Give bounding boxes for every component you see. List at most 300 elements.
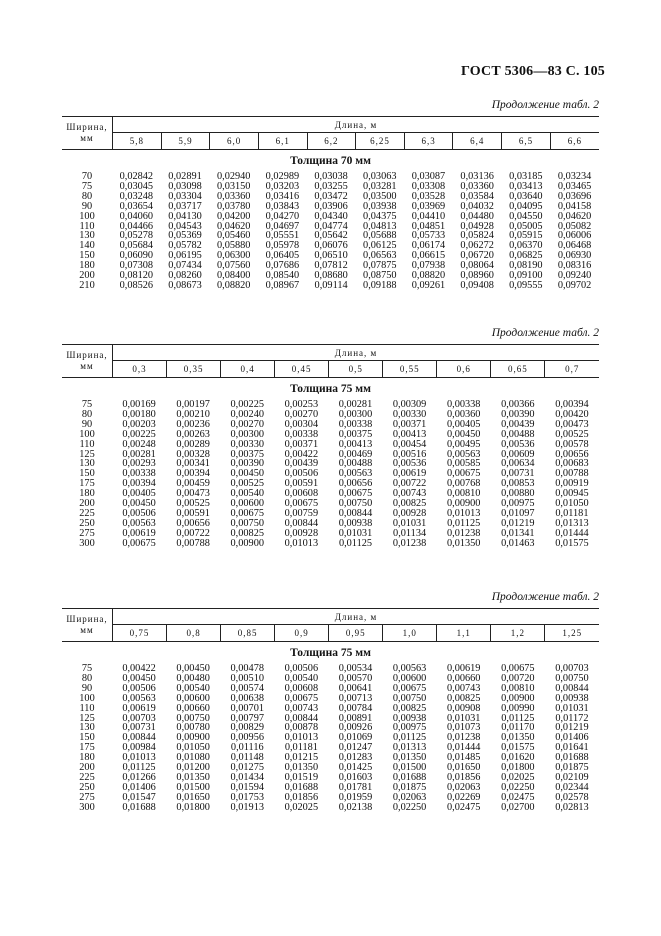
- volume-cell: 0,01148: [230, 752, 264, 764]
- volume-cell: 0,00945: [555, 488, 589, 500]
- length-value: 6,4: [453, 133, 502, 150]
- volume-cell: 0,00844: [555, 682, 589, 694]
- volume-cell: 0,00619: [392, 468, 427, 480]
- volume-cell: 0,02842: [119, 171, 154, 182]
- volume-cell: 0,00619: [446, 663, 481, 674]
- volume-cell: 0,00281: [122, 448, 156, 460]
- volume-cell: 0,00703: [555, 663, 589, 674]
- width-cell: 125: [79, 712, 95, 724]
- volume-cell: 0,01013: [284, 732, 319, 744]
- volume-cell: 0,03203: [265, 180, 300, 192]
- volume-cell: 0,00825: [230, 527, 264, 539]
- width-cell: 300: [79, 801, 95, 813]
- volume-cell: 0,00825: [392, 498, 427, 510]
- volume-cell: 0,00844: [284, 712, 319, 724]
- volume-cell: 0,01875: [392, 781, 427, 793]
- volume-cell: 0,03500: [363, 190, 397, 202]
- volume-cell: 0,01050: [555, 498, 589, 510]
- width-header: Ширина, мм: [62, 117, 113, 150]
- volume-cell: 0,06405: [265, 250, 300, 262]
- volume-cell: 0,04200: [216, 210, 251, 222]
- volume-cell: 0,00938: [392, 712, 427, 724]
- width-cell: 150: [79, 468, 95, 480]
- length-value: 6,25: [356, 133, 405, 150]
- table-row: [62, 803, 599, 813]
- volume-cell: 0,00788: [555, 468, 589, 480]
- header-row: [62, 609, 599, 625]
- volume-cell: 0,00675: [284, 498, 319, 510]
- volume-cell: 0,02475: [501, 791, 535, 803]
- width-cell: 130: [79, 230, 95, 242]
- volume-cell: 0,00975: [392, 722, 427, 734]
- volume-cell: 0,05460: [216, 230, 251, 242]
- volume-cell: 0,01238: [446, 527, 481, 539]
- volume-cell: 0,01069: [338, 732, 373, 744]
- width-cell: 180: [79, 260, 95, 272]
- length-value: 0,4: [221, 361, 275, 378]
- volume-cell: 0,00563: [338, 468, 373, 480]
- volume-cell: 0,00525: [230, 478, 264, 490]
- volume-cell: 0,00469: [338, 448, 373, 460]
- volume-cell: 0,01500: [176, 781, 210, 793]
- volume-cell: 0,00330: [230, 438, 264, 450]
- volume-cell: 0,07812: [314, 260, 348, 272]
- width-header: Ширина, мм: [62, 609, 113, 642]
- volume-cell: 0,00525: [555, 428, 589, 440]
- volume-cell: 0,07938: [411, 260, 446, 272]
- volume-cell: 0,00750: [176, 712, 210, 724]
- volume-cell: 0,00371: [392, 418, 427, 430]
- volume-cell: 0,00459: [176, 478, 210, 490]
- volume-cell: 0,02989: [265, 171, 300, 182]
- volume-cell: 0,00975: [501, 498, 535, 510]
- volume-cell: 0,01856: [284, 791, 319, 803]
- length-value: 1,1: [437, 625, 491, 642]
- volume-cell: 0,00591: [176, 507, 210, 519]
- volume-cell: 0,00450: [230, 468, 264, 480]
- width-cell: 80: [81, 408, 93, 420]
- volume-cell: 0,08967: [265, 279, 300, 291]
- width-cell: 180: [79, 488, 95, 500]
- volume-cell: 0,01463: [501, 537, 535, 549]
- length-value: 0,75: [113, 625, 167, 642]
- header-row: [62, 345, 599, 361]
- volume-cell: 0,01781: [338, 781, 373, 793]
- volume-cell: 0,01116: [230, 742, 264, 754]
- volume-cell: 0,00578: [555, 438, 589, 450]
- volume-cell: 0,06300: [216, 250, 251, 262]
- volume-cell: 0,06930: [557, 250, 592, 262]
- volume-cell: 0,00900: [230, 537, 264, 549]
- volume-cell: 0,09240: [557, 270, 592, 282]
- volume-cell: 0,04032: [460, 200, 494, 212]
- volume-cell: 0,00480: [176, 672, 210, 684]
- volume-cell: 0,00956: [230, 732, 264, 744]
- volume-cell: 0,03038: [314, 171, 348, 182]
- length-value: 0,85: [221, 625, 275, 642]
- volume-cell: 0,01688: [284, 781, 319, 793]
- volume-cell: 0,00900: [501, 692, 535, 704]
- volume-cell: 0,09100: [509, 270, 543, 282]
- volume-cell: 0,01875: [555, 762, 589, 774]
- volume-cell: 0,00450: [122, 672, 156, 684]
- volume-cell: 0,00450: [446, 428, 481, 440]
- length-value: 6,0: [210, 133, 259, 150]
- table-row: [62, 539, 599, 549]
- volume-cell: 0,01575: [555, 537, 589, 549]
- volume-cell: 0,03584: [460, 190, 494, 202]
- volume-cell: 0,01406: [122, 781, 156, 793]
- length-value: 6,5: [502, 133, 551, 150]
- volume-cell: 0,00844: [338, 507, 373, 519]
- volume-cell: 0,08064: [460, 260, 494, 272]
- volume-cell: 0,01641: [555, 742, 589, 754]
- volume-cell: 0,08820: [411, 270, 446, 282]
- length-value: 0,95: [329, 625, 383, 642]
- width-cell: 80: [81, 672, 93, 684]
- volume-cell: 0,01125: [338, 537, 373, 549]
- width-cell: 180: [79, 752, 95, 764]
- volume-cell: 0,09261: [411, 279, 446, 291]
- volume-cell: 0,05782: [168, 240, 202, 252]
- volume-cell: 0,00990: [501, 702, 535, 714]
- volume-cell: 0,00634: [501, 458, 535, 470]
- volume-cell: 0,00563: [122, 692, 156, 704]
- volume-cell: 0,00263: [176, 428, 210, 440]
- volume-cell: 0,00405: [122, 488, 156, 500]
- volume-cell: 0,00495: [446, 438, 481, 450]
- width-cell: 100: [79, 210, 95, 222]
- width-cell: 110: [79, 438, 95, 450]
- length-header: Длина, м: [113, 609, 600, 625]
- volume-cell: 0,02891: [168, 171, 202, 182]
- volume-cell: 0,01406: [555, 732, 589, 744]
- volume-cell: 0,00722: [392, 478, 427, 490]
- volume-cell: 0,00683: [555, 458, 589, 470]
- volume-cell: 0,00510: [230, 672, 264, 684]
- volume-cell: 0,01800: [176, 801, 210, 813]
- length-values-row: [62, 361, 599, 378]
- volume-cell: 0,01688: [392, 771, 427, 783]
- volume-cell: 0,00675: [338, 488, 373, 500]
- volume-cell: 0,00844: [284, 517, 319, 529]
- volume-cell: 0,00600: [176, 692, 210, 704]
- volume-cell: 0,01181: [284, 742, 318, 754]
- header-row: [62, 117, 599, 133]
- volume-cell: 0,01097: [501, 507, 535, 519]
- length-value: 0,45: [275, 361, 329, 378]
- volume-cell: 0,01170: [501, 722, 535, 734]
- width-cell: 100: [79, 428, 95, 440]
- width-cell: 150: [79, 732, 95, 744]
- volume-cell: 0,00540: [176, 682, 210, 694]
- volume-cell: 0,04466: [119, 220, 154, 232]
- volume-cell: 0,01519: [284, 771, 319, 783]
- volume-cell: 0,00439: [284, 458, 319, 470]
- volume-cell: 0,01485: [446, 752, 481, 764]
- volume-cell: 0,00338: [338, 418, 373, 430]
- volume-cell: 0,00563: [392, 663, 427, 674]
- volume-cell: 0,00608: [284, 682, 319, 694]
- width-cell: 110: [79, 702, 95, 714]
- volume-cell: 0,08120: [119, 270, 154, 282]
- volume-cell: 0,04130: [168, 210, 202, 222]
- volume-cell: 0,00938: [555, 692, 589, 704]
- volume-cell: 0,00236: [176, 418, 210, 430]
- length-value: 1,25: [545, 625, 599, 642]
- volume-cell: 0,00675: [392, 682, 427, 694]
- volume-cell: 0,04620: [216, 220, 251, 232]
- width-cell: 90: [81, 200, 93, 212]
- volume-cell: 0,00656: [338, 478, 373, 490]
- thickness-heading: Толщина 75 мм: [290, 383, 371, 395]
- length-value: 5,9: [161, 133, 210, 150]
- volume-cell: 0,03248: [119, 190, 154, 202]
- volume-cell: 0,00371: [284, 438, 319, 450]
- volume-cell: 0,09114: [314, 279, 348, 291]
- volume-cell: 0,00390: [230, 458, 264, 470]
- length-value: 0,55: [383, 361, 437, 378]
- volume-cell: 0,03472: [314, 190, 348, 202]
- length-value: 1,2: [491, 625, 545, 642]
- volume-cell: 0,00619: [122, 702, 156, 714]
- volume-cell: 0,00420: [555, 408, 589, 420]
- volume-cell: 0,05880: [216, 240, 251, 252]
- width-cell: 210: [79, 279, 95, 291]
- volume-cell: 0,00534: [338, 663, 373, 674]
- width-cell: 175: [79, 478, 95, 490]
- volume-cell: 0,00536: [501, 438, 535, 450]
- length-value: 0,8: [167, 625, 221, 642]
- volume-cell: 0,01350: [392, 752, 427, 764]
- volume-cell: 0,03087: [411, 171, 446, 182]
- volume-cell: 0,01013: [284, 537, 319, 549]
- volume-cell: 0,01181: [555, 507, 589, 519]
- length-header: Длина, м: [113, 117, 600, 133]
- width-cell: 200: [79, 270, 95, 282]
- volume-cell: 0,05688: [363, 230, 397, 242]
- volume-cell: 0,00825: [392, 702, 427, 714]
- volume-cell: 0,03696: [557, 190, 592, 202]
- volume-cell: 0,00338: [284, 428, 319, 440]
- volume-cell: 0,01134: [393, 527, 427, 539]
- volume-cell: 0,00675: [501, 663, 535, 674]
- volume-cell: 0,01013: [122, 752, 156, 764]
- volume-cell: 0,01500: [392, 762, 427, 774]
- volume-cell: 0,00675: [122, 537, 156, 549]
- volume-cell: 0,01031: [446, 712, 481, 724]
- volume-cell: 0,02063: [392, 791, 427, 803]
- volume-cell: 0,01425: [338, 762, 373, 774]
- volume-cell: 0,03150: [216, 180, 251, 192]
- volume-cell: 0,00608: [284, 488, 319, 500]
- volume-cell: 0,06174: [411, 240, 446, 252]
- length-value: 6,6: [550, 133, 599, 150]
- width-cell: 90: [81, 682, 93, 694]
- volume-cell: 0,00473: [555, 418, 589, 430]
- volume-cell: 0,02475: [446, 801, 481, 813]
- width-cell: 200: [79, 498, 95, 510]
- volume-cell: 0,01620: [501, 752, 535, 764]
- volume-cell: 0,03717: [168, 200, 202, 212]
- volume-cell: 0,00619: [122, 527, 156, 539]
- volume-cell: 0,05684: [119, 240, 154, 252]
- volume-cell: 0,08400: [216, 270, 251, 282]
- volume-cell: 0,08526: [119, 279, 154, 291]
- volume-cell: 0,00675: [446, 468, 481, 480]
- volume-cell: 0,08260: [168, 270, 202, 282]
- volume-cell: 0,00750: [392, 692, 427, 704]
- volume-cell: 0,03281: [363, 180, 397, 192]
- volume-cell: 0,00506: [284, 468, 319, 480]
- volume-cell: 0,00439: [501, 418, 535, 430]
- volume-cell: 0,01073: [446, 722, 481, 734]
- volume-cell: 0,04270: [265, 210, 300, 222]
- volume-cell: 0,00293: [122, 458, 156, 470]
- volume-cell: 0,01350: [446, 537, 481, 549]
- volume-cell: 0,03136: [460, 171, 494, 182]
- volume-cell: 0,03938: [363, 200, 397, 212]
- volume-cell: 0,00759: [284, 507, 319, 519]
- volume-cell: 0,06510: [314, 250, 348, 262]
- volume-cell: 0,05369: [168, 230, 202, 242]
- volume-cell: 0,04813: [363, 220, 397, 232]
- volume-cell: 0,01200: [176, 762, 210, 774]
- volume-cell: 0,02940: [216, 171, 251, 182]
- width-cell: 125: [79, 448, 95, 460]
- width-cell: 70: [81, 171, 93, 182]
- width-header: Ширина, мм: [62, 345, 113, 378]
- volume-cell: 0,00525: [176, 498, 210, 510]
- volume-cell: 0,05082: [557, 220, 592, 232]
- volume-cell: 0,08673: [168, 279, 202, 291]
- volume-cell: 0,02250: [392, 801, 427, 813]
- volume-cell: 0,00281: [338, 399, 373, 410]
- width-cell: 200: [79, 762, 95, 774]
- volume-cell: 0,00394: [555, 399, 589, 410]
- volume-cell: 0,00713: [338, 692, 373, 704]
- volume-cell: 0,00540: [230, 488, 264, 500]
- volume-cell: 0,00506: [284, 663, 319, 674]
- volume-cell: 0,00731: [501, 468, 535, 480]
- volume-cell: 0,01013: [446, 507, 481, 519]
- volume-cell: 0,00701: [230, 702, 264, 714]
- volume-cell: 0,05824: [460, 230, 494, 242]
- length-value: 0,35: [167, 361, 221, 378]
- volume-cell: 0,01547: [122, 791, 156, 803]
- volume-cell: 0,06615: [411, 250, 446, 262]
- width-cell: 75: [81, 180, 93, 192]
- volume-cell: 0,00891: [338, 712, 373, 724]
- volume-cell: 0,00825: [446, 692, 481, 704]
- volume-cell: 0,01219: [501, 517, 535, 529]
- volume-cell: 0,00656: [555, 448, 589, 460]
- volume-cell: 0,00880: [501, 488, 535, 500]
- table-block-2: [62, 326, 599, 549]
- volume-cell: 0,00908: [446, 702, 481, 714]
- volume-cell: 0,03528: [411, 190, 446, 202]
- volume-cell: 0,01594: [230, 781, 264, 793]
- length-value: 6,2: [307, 133, 356, 150]
- width-cell: 225: [79, 771, 95, 783]
- volume-cell: 0,00703: [122, 712, 156, 724]
- volume-cell: 0,03304: [168, 190, 202, 202]
- volume-cell: 0,00488: [338, 458, 373, 470]
- width-cell: 150: [79, 250, 95, 262]
- volume-cell: 0,01283: [338, 752, 373, 764]
- volume-cell: 0,04158: [557, 200, 592, 212]
- volume-cell: 0,00506: [122, 682, 156, 694]
- volume-cell: 0,01031: [338, 527, 373, 539]
- volume-cell: 0,01650: [176, 791, 210, 803]
- volume-cell: 0,01238: [392, 537, 427, 549]
- volume-cell: 0,04928: [460, 220, 494, 232]
- volume-cell: 0,01172: [555, 712, 589, 724]
- volume-cell: 0,06006: [557, 230, 592, 242]
- volume-cell: 0,01080: [176, 752, 210, 764]
- volume-cell: 0,00422: [122, 663, 156, 674]
- volume-cell: 0,00300: [338, 408, 373, 420]
- volume-cell: 0,08190: [509, 260, 543, 272]
- continuation-note: Продолжение табл. 2: [491, 327, 599, 339]
- volume-cell: 0,01313: [392, 742, 427, 754]
- volume-cell: 0,00375: [230, 448, 264, 460]
- volume-cell: 0,01444: [555, 527, 589, 539]
- volume-cell: 0,01125: [393, 732, 427, 744]
- volume-cell: 0,00574: [230, 682, 264, 694]
- volume-cell: 0,00743: [392, 488, 427, 500]
- volume-cell: 0,00422: [284, 448, 319, 460]
- volume-cell: 0,00341: [176, 458, 210, 470]
- volume-cell: 0,04410: [411, 210, 446, 222]
- data-table: [62, 400, 599, 549]
- volume-cell: 0,00768: [446, 478, 481, 490]
- volume-cell: 0,01050: [176, 742, 210, 754]
- volume-cell: 0,00394: [176, 468, 210, 480]
- volume-cell: 0,00454: [392, 438, 427, 450]
- volume-cell: 0,00197: [176, 399, 210, 410]
- length-value: 0,65: [491, 361, 545, 378]
- volume-cell: 0,00810: [501, 682, 535, 694]
- volume-cell: 0,06825: [509, 250, 543, 262]
- volume-cell: 0,06468: [557, 240, 592, 252]
- volume-cell: 0,03654: [119, 200, 154, 212]
- volume-cell: 0,00225: [122, 428, 156, 440]
- volume-cell: 0,01215: [284, 752, 319, 764]
- width-cell: 275: [79, 527, 95, 539]
- volume-cell: 0,00750: [555, 672, 589, 684]
- volume-cell: 0,09702: [557, 279, 592, 291]
- volume-cell: 0,01856: [446, 771, 481, 783]
- volume-cell: 0,00338: [122, 468, 156, 480]
- volume-cell: 0,03465: [557, 180, 592, 192]
- table-block-3: [62, 590, 599, 813]
- volume-cell: 0,07875: [363, 260, 397, 272]
- volume-cell: 0,01350: [284, 762, 319, 774]
- volume-cell: 0,00309: [392, 399, 427, 410]
- volume-cell: 0,06272: [460, 240, 494, 252]
- volume-cell: 0,04060: [119, 210, 154, 222]
- volume-cell: 0,00210: [176, 408, 210, 420]
- volume-cell: 0,00938: [338, 517, 373, 529]
- volume-cell: 0,00478: [230, 663, 264, 674]
- volume-cell: 0,00600: [392, 672, 427, 684]
- volume-cell: 0,01444: [446, 742, 481, 754]
- volume-cell: 0,08820: [216, 279, 251, 291]
- volume-cell: 0,04697: [265, 220, 300, 232]
- volume-cell: 0,00563: [446, 448, 481, 460]
- volume-cell: 0,02250: [501, 781, 535, 793]
